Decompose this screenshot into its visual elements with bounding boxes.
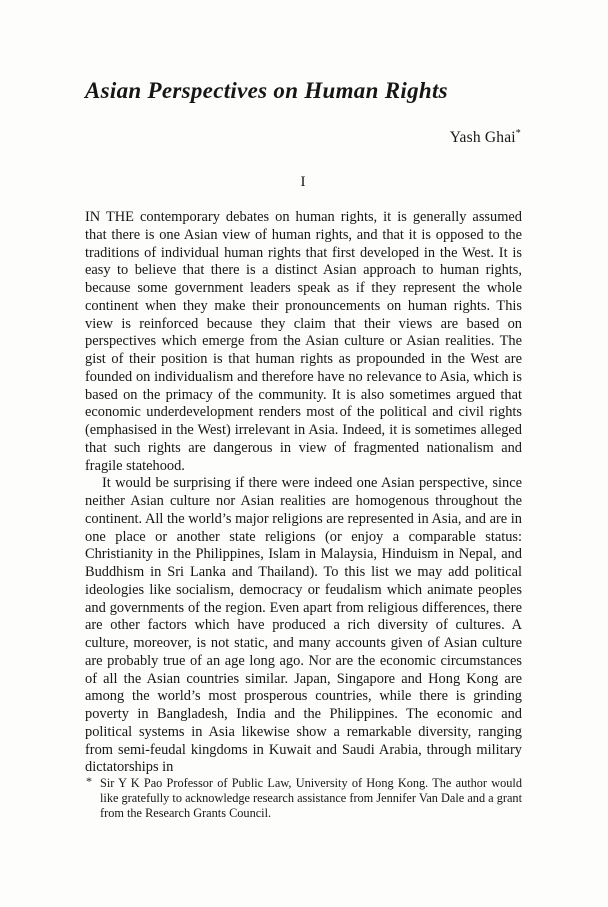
footnote-marker: * [86, 774, 92, 788]
footnote [85, 776, 522, 821]
paragraph: It would be surprising if there were indeed one Asian perspective, since neither Asian culture nor Asian realities are homogenous throughout the continent. All the world’s major religions are represented in Asia, and are in one place or another state religions (or enjoy a comparable status: Christianity in the Philippines, Islam in Malaysia, Hinduism in Nepal, and Buddhism in Sri Lanka and Thailand). To this list we may add political ideologies like socialism, democracy or feudalism which animate peoples and governments of the region. Even apart from religious differences, there are other factors which have produced a rich diversity of cultures. A culture, moreover, is not static, and many accounts given of Asian culture are probably true of an age long ago. Nor are the economic circumstances of all the Asian countries similar. Japan, Singapore and Hong Kong are among the world’s most prosperous countries, while there is grinding poverty in Bangladesh, India and the Philippines. The economic and political systems in Asia likewise show a remarkable diversity, ranging from semi-feudal kingdoms in Kuwait and Saudi Arabia, through military dictatorships in [85, 475, 522, 776]
footnote-text: Sir Y K Pao Professor of Public Law, University of Hong Kong. The author would like gratefully to acknowledge research assistance from Jennifer Van Dale and a grant from the Research Grants Council. [100, 776, 522, 820]
paragraph: IN THE contemporary debates on human rights, it is generally assumed that there is one Asian view of human rights, and that it is opposed to the traditions of individual human rights that first developed in the West. It is easy to believe that there is a distinct Asian approach to human rights, because some government leaders speak as if they represent the whole continent when they make their pronouncements on human rights. This view is reinforced because they claim that their views are based on perspectives which emerge from the Asian culture or Asian realities. The gist of their position is that human rights as propounded in the West are founded on individualism and therefore have no relevance to Asia, which is based on the primacy of the community. It is also sometimes argued that economic underdevelopment renders most of the political and civil rights (emphasised in the West) irrelevant in Asia. Indeed, it is sometimes alleged that such rights are dangerous in view of fragmented nationalism and fragile statehood. [85, 209, 522, 474]
author-name: Yash Ghai [449, 129, 516, 146]
article-body [85, 209, 522, 777]
article-title: Asian Perspectives on Human Rights [85, 78, 448, 103]
author-footnote-marker: * [515, 127, 521, 139]
section-heading: I [300, 174, 306, 190]
author-line [450, 129, 521, 147]
